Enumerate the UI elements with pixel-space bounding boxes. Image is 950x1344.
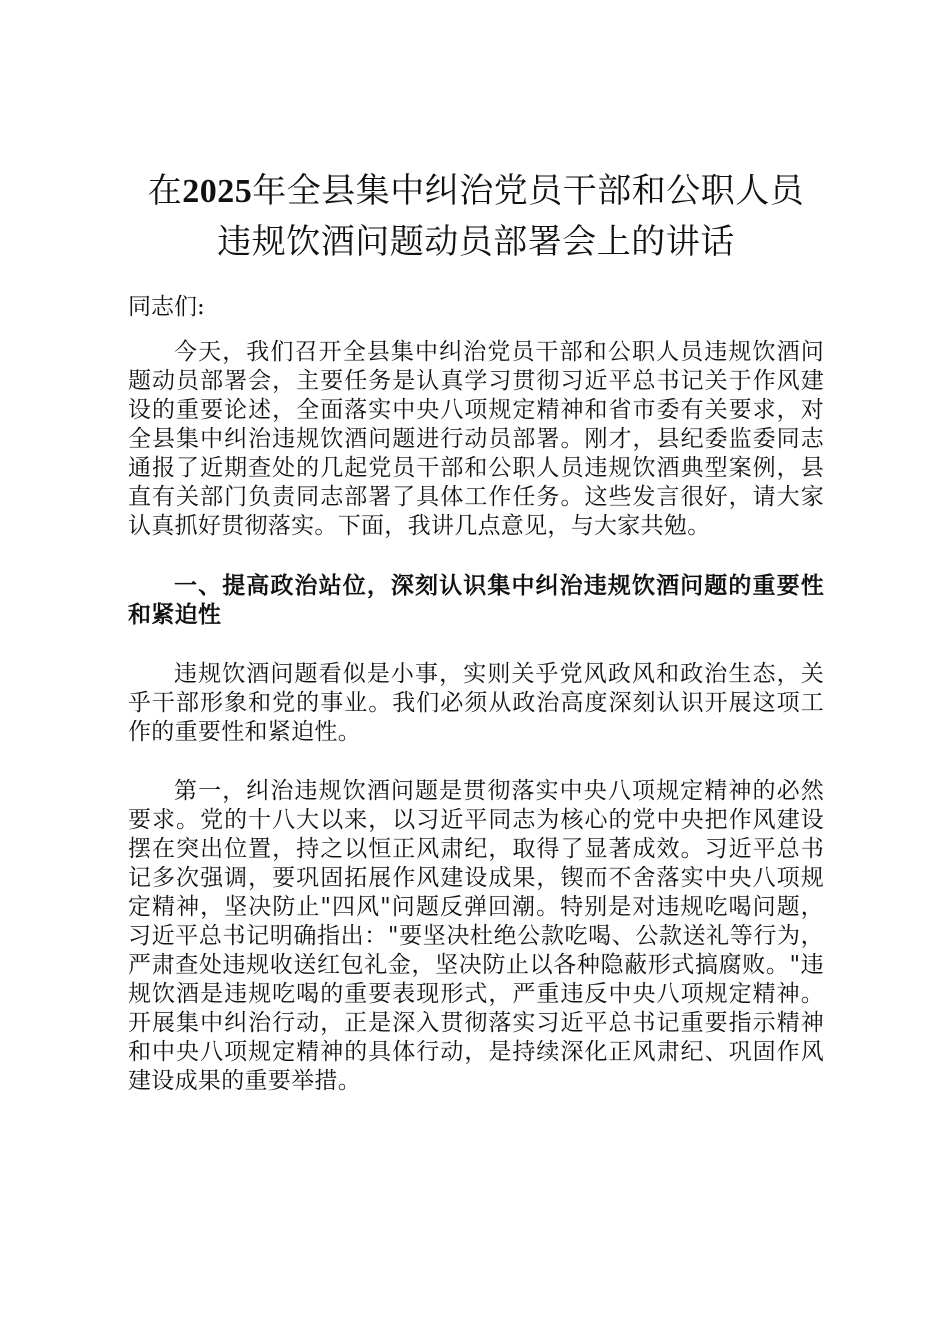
title-line-2: 违规饮酒问题动员部署会上的讲话	[217, 222, 735, 262]
title-prefix: 在	[147, 171, 183, 211]
intro-paragraph: 今天，我们召开全县集中纠治党员干部和公职人员违规饮酒问题动员部署会，主要任务是认真学习贯彻习近平总书记关于作风建设的重要论述，全面落实中央八项规定精神和省市委有关要求，对全县集中纠治违规饮酒问题进行动员部署。刚才，县纪委监委同志通报了近期查处的几起党员干部和公职人员违规饮酒典型案例，县直有关部门负责同志部署了具体工作任务。这些发言很好，请大家认真抓好贯彻落实。下面，我讲几点意见，与大家共勉。	[128, 339, 824, 539]
section-1-heading: 一、提高政治站位，深刻认识集中纠治违规饮酒问题的重要性和紧迫性	[128, 573, 824, 628]
title-year: 2025	[182, 173, 253, 210]
greeting: 同志们:	[128, 294, 205, 320]
title-line-1	[128, 166, 824, 217]
section-1-paragraph-1: 违规饮酒问题看似是小事，实则关乎党风政风和政治生态，关乎干部形象和党的事业。我们必须从政治高度深刻认识开展这项工作的重要性和紧迫性。	[128, 661, 824, 745]
title-line-1-rest: 年全县集中纠治党员干部和公职人员	[252, 171, 805, 211]
section-1-paragraph-2: 第一，纠治违规饮酒问题是贯彻落实中央八项规定精神的必然要求。党的十八大以来，以习近平同志为核心的党中央把作风建设摆在突出位置，持之以恒正风肃纪，取得了显著成效。习近平总书记多次强调，要巩固拓展作风建设成果，锲而不舍落实中央八项规定精神，坚决防止"四风"问题反弹回潮。特别是对违规吃喝问题，习近平总书记明确指出："要坚决杜绝公款吃喝、公款送礼等行为，严肃查处违规收送红包礼金，坚决防止以各种隐蔽形式搞腐败。"违规饮酒是违规吃喝的重要表现形式，严重违反中央八项规定精神。开展集中纠治行动，正是深入贯彻落实习近平总书记重要指示精神和中央八项规定精神的具体行动，是持续深化正风肃纪、巩固作风建设成果的重要举措。	[128, 778, 824, 1094]
document-title	[128, 166, 824, 268]
